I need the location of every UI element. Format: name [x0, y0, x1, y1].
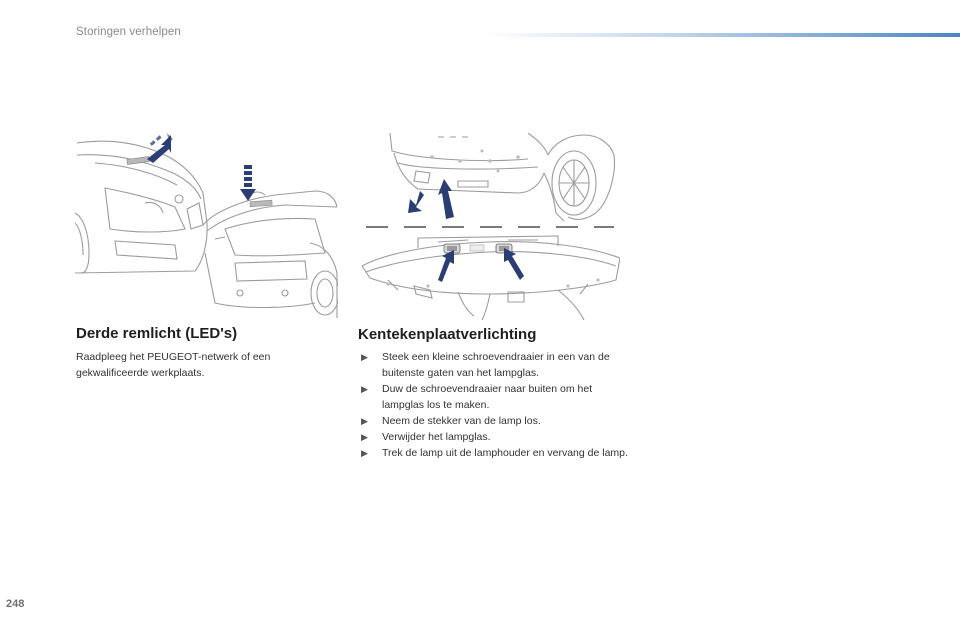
list-item: [358, 445, 628, 461]
number-plate-light-heading: Kentekenplaatverlichting: [358, 326, 537, 343]
step-text: Steek een kleine schroevendraaier in een van de buitenste gaten van het lampglas.: [382, 351, 610, 379]
bullet-icon: ▶: [361, 384, 368, 394]
number-plate-light-location-illustration: [358, 133, 620, 231]
third-brake-light-illustration: [75, 133, 338, 318]
page-number: 248: [6, 598, 25, 610]
header-accent-bar: [485, 33, 960, 37]
third-brake-light-heading: Derde remlicht (LED's): [76, 325, 238, 342]
list-item: [358, 349, 628, 381]
step-text: Trek de lamp uit de lamphouder en vervang de lamp.: [382, 447, 628, 459]
number-plate-lens-removal-illustration: [358, 232, 620, 320]
bullet-icon: ▶: [361, 432, 368, 442]
bullet-icon: ▶: [361, 448, 368, 458]
step-text: Duw de schroevendraaier naar buiten om het lampglas los te maken.: [382, 383, 593, 411]
number-plate-steps-list: [358, 349, 628, 461]
step-text: Neem de stekker van de lamp los.: [382, 415, 541, 427]
bullet-icon: ▶: [361, 416, 368, 426]
list-item: [358, 381, 628, 413]
list-item: [358, 413, 628, 429]
section-title: Storingen verhelpen: [76, 26, 181, 38]
third-brake-light-text: Raadpleeg het PEUGEOT-netwerk of een gekwalificeerde werkplaats.: [76, 351, 271, 379]
step-text: Verwijder het lampglas.: [382, 431, 491, 443]
list-item: [358, 429, 628, 445]
bullet-icon: ▶: [361, 352, 368, 362]
